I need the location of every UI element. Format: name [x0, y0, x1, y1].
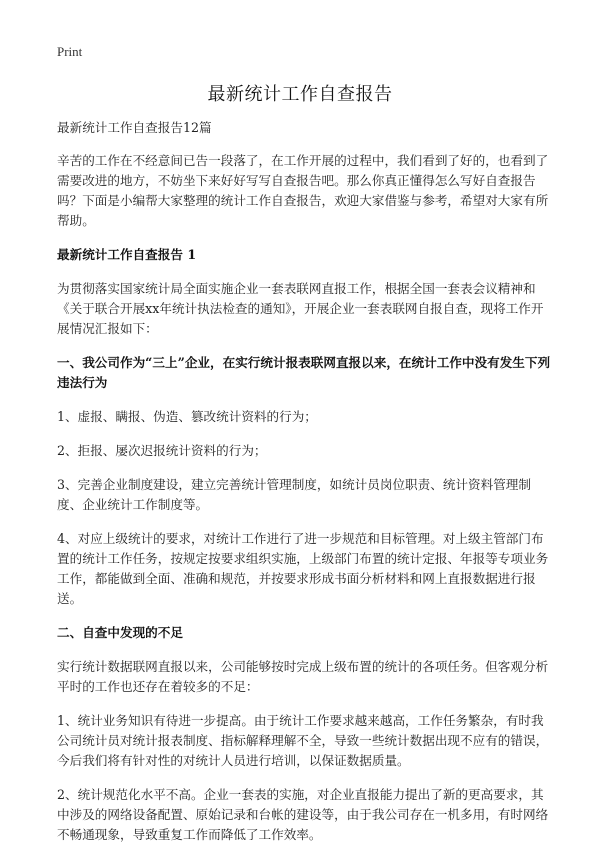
- list-item: 2、拒报、屡次迟报统计资料的行为；: [57, 443, 267, 458]
- list-item: 3、完善企业制度建设，建立完善统计管理制度，如统计员岗位职责、统计资料管理制度、企业统计工作制度等。: [57, 477, 531, 512]
- intro-paragraph: 辛苦的工作在不经意间已告一段落了，在工作开展的过程中，我们看到了好的，也看到了需要改进的地方，不妨坐下来好好写写自查报告吧。那么你真正懂得怎么写好自查报告吗？下面是小编帮大家整理的统计工作自查报告，欢迎大家借鉴与参考，希望对大家有所帮助。: [57, 153, 549, 228]
- document-body: [57, 118, 553, 859]
- report-heading: 最新统计工作自查报告 1: [57, 247, 197, 262]
- document-subtitle: 最新统计工作自查报告12篇: [57, 120, 212, 135]
- list-item: 1、虚报、瞒报、伪造、篡改统计资料的行为；: [57, 409, 317, 424]
- page-title: 最新统计工作自查报告: [207, 84, 393, 105]
- section-heading: 二、自查中发现的不足: [57, 625, 183, 640]
- section-heading: 一、我公司作为“三上”企业，在实行统计报表联网直报以来，在统计工作中没有发生下列违法行为: [57, 355, 551, 390]
- list-item: 2、统计规范化水平不高。企业一套表的实施，对企业直报能力提出了新的更高要求，其中涉及的网络设备配置、原始记录和台帐的建设等，由于我公司存在一机多用，有时网络不畅通现象，导致重复工作而降低了工作效率。: [57, 787, 549, 842]
- list-item: 1、统计业务知识有待进一步提高。由于统计工作要求越来越高，工作任务繁杂，有时我公司统计员对统计报表制度、指标解释理解不全，导致一些统计数据出现不应有的错误，今后我们将有针对性的对统计人员进行培训，以保证数据质量。: [57, 713, 549, 768]
- section-intro-paragraph: 实行统计数据联网直报以来，公司能够按时完成上级布置的统计的各项任务。但客观分析平时的工作也还存在着较多的不足：: [57, 659, 549, 694]
- report-intro-paragraph: 为贯彻落实国家统计局全面实施企业一套表联网直报工作，根据全国一套表会议精神和《关于联合开展xx年统计执法检查的通知》，开展企业一套表联网自报自查，现将工作开展情况汇报如下：: [57, 281, 544, 336]
- print-link[interactable]: Print: [57, 44, 83, 59]
- list-item: 4、对应上级统计的要求，对统计工作进行了进一步规范和目标管理。对上级主管部门布置的统计工作任务，按规定按要求组织实施，上级部门布置的统计定报、年报等专项业务工作，都能做到全面、准确和规范，并按要求形成书面分析材料和网上直报数据进行报送。: [57, 531, 549, 606]
